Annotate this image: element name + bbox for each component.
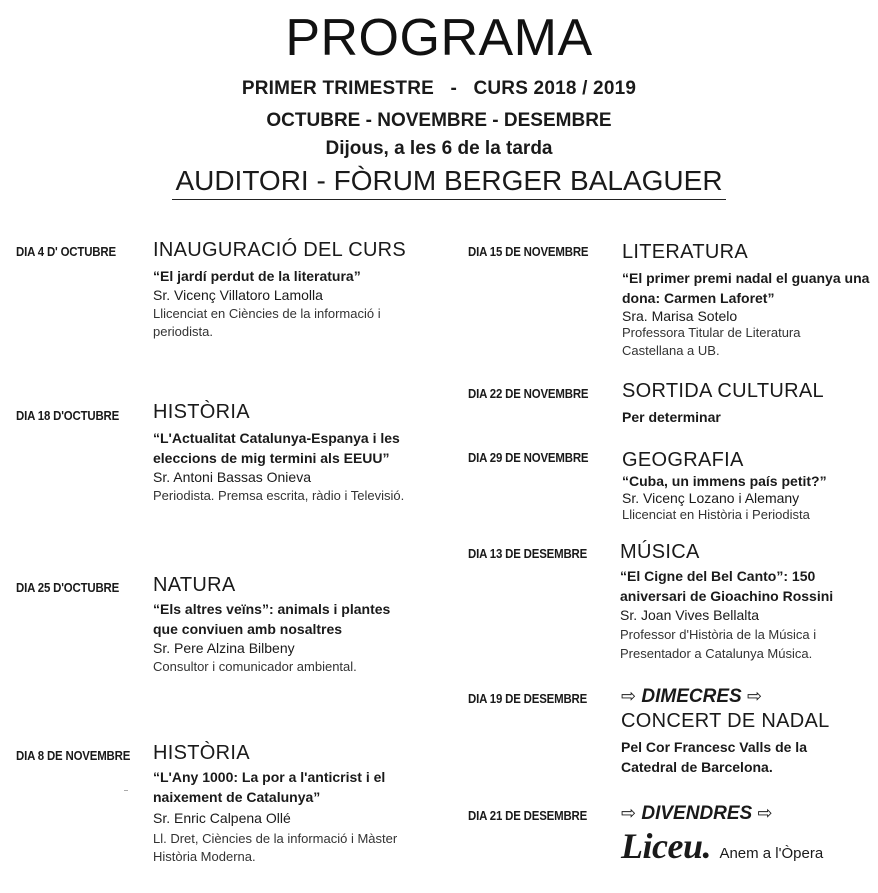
event-date: DIA 18 D'OCTUBRE xyxy=(16,408,120,423)
weekday-label: DIMECRES xyxy=(641,686,742,707)
opera-note: Anem a l'Òpera xyxy=(719,845,824,862)
event-category: LITERATURA xyxy=(622,241,748,263)
event-speaker: Sra. Marisa Sotelo xyxy=(622,308,738,324)
event-date: DIA 25 D'OCTUBRE xyxy=(16,580,120,595)
right-arrow-icon: ⇨ xyxy=(621,803,637,823)
right-arrow-icon: ⇨ xyxy=(621,686,637,706)
event-talk-title: Pel Cor Francesc Valls de la Catedral de Barcelona. xyxy=(621,739,807,775)
event-talk-title: Per determinar xyxy=(622,409,721,425)
term-label: PRIMER TRIMESTRE xyxy=(241,78,435,99)
event-category: SORTIDA CULTURAL xyxy=(622,380,824,402)
event-date: DIA 15 DE NOVEMBRE xyxy=(468,244,589,259)
weekday-label: DIVENDRES xyxy=(641,803,753,824)
liceu-line xyxy=(621,826,876,866)
event-speaker: Sr. Vicenç Lozano i Alemany xyxy=(622,490,800,506)
event-speaker: Sr. Pere Alzina Bilbeny xyxy=(153,640,295,656)
event-talk-title: “Cuba, un immens país petit?” xyxy=(622,473,827,489)
event-category: MÚSICA xyxy=(620,541,700,563)
event-category: NATURA xyxy=(153,574,236,596)
event-date: DIA 8 DE NOVEMBRE xyxy=(16,748,131,763)
event-description: Ll. Dret, Ciències de la informació i Màster Història Moderna. xyxy=(153,831,398,864)
event-talk-title: “El jardí perdut de la literatura” xyxy=(153,268,361,284)
event-description: Llicenciat en Ciències de la informació i periodista. xyxy=(153,306,381,339)
event-talk-title: “L'Any 1000: La por a l'anticrist i el naixement de Catalunya” xyxy=(153,769,386,805)
event-category: INAUGURACIÓ DEL CURS xyxy=(153,239,407,261)
term-separator: - xyxy=(450,78,457,99)
event-description: Professora Titular de Literatura Castellana a UB. xyxy=(622,325,801,358)
event-date: DIA 22 DE NOVEMBRE xyxy=(468,386,589,401)
event-talk-title: “El primer premi nadal el guanya una dona: Carmen Laforet” xyxy=(622,270,870,306)
event-talk-title: “L'Actualitat Catalunya-Espanya i les eleccions de mig termini als EEUU” xyxy=(153,430,400,466)
print-speck xyxy=(124,790,128,791)
event-speaker: Sr. Joan Vives Bellalta xyxy=(620,607,760,623)
event-description: Periodista. Premsa escrita, ràdio i Televisió. xyxy=(153,488,405,503)
right-arrow-icon: ⇨ xyxy=(757,803,773,823)
event-date: DIA 29 DE NOVEMBRE xyxy=(468,450,589,465)
event-date: DIA 4 D' OCTUBRE xyxy=(16,244,116,259)
weekday-tag xyxy=(621,801,876,826)
weekday-tag xyxy=(621,684,871,709)
event-description: Llicenciat en Història i Periodista xyxy=(622,507,810,522)
event-description: Consultor i comunicador ambiental. xyxy=(153,659,357,674)
event-category: HISTÒRIA xyxy=(153,401,250,423)
event-category: HISTÒRIA xyxy=(153,742,250,764)
right-arrow-icon: ⇨ xyxy=(746,686,763,706)
event-date: DIA 13 DE DESEMBRE xyxy=(468,546,588,561)
page-title: PROGRAMA xyxy=(285,9,593,67)
course-label: CURS 2018 / 2019 xyxy=(473,78,637,99)
event-category: GEOGRAFIA xyxy=(622,449,744,471)
event-talk-title: “El Cigne del Bel Canto”: 150 aniversari de Gioachino Rossini xyxy=(620,568,834,604)
event-category: CONCERT DE NADAL xyxy=(621,710,830,732)
event-description: Professor d'Història de la Música i Presentador a Catalunya Música. xyxy=(620,627,817,661)
event-speaker: Sr. Vicenç Villatoro Lamolla xyxy=(153,287,323,303)
term-line xyxy=(0,78,878,100)
event-date: DIA 21 DE DESEMBRE xyxy=(468,808,588,823)
schedule-line: Dijous, a les 6 de la tarda xyxy=(325,138,553,159)
event-speaker: Sr. Enric Calpena Ollé xyxy=(153,810,291,826)
event-talk-title: “Els altres veïns”: animals i plantes que conviuen amb nosaltres xyxy=(153,601,391,637)
venue-title: AUDITORI - FÒRUM BERGER BALAGUER xyxy=(172,164,726,200)
months-line: OCTUBRE - NOVEMBRE - DESEMBRE xyxy=(266,110,612,131)
event-speaker: Sr. Antoni Bassas Onieva xyxy=(153,469,311,485)
liceu-logo: Liceu. xyxy=(621,826,711,866)
event-date: DIA 19 DE DESEMBRE xyxy=(468,691,588,706)
